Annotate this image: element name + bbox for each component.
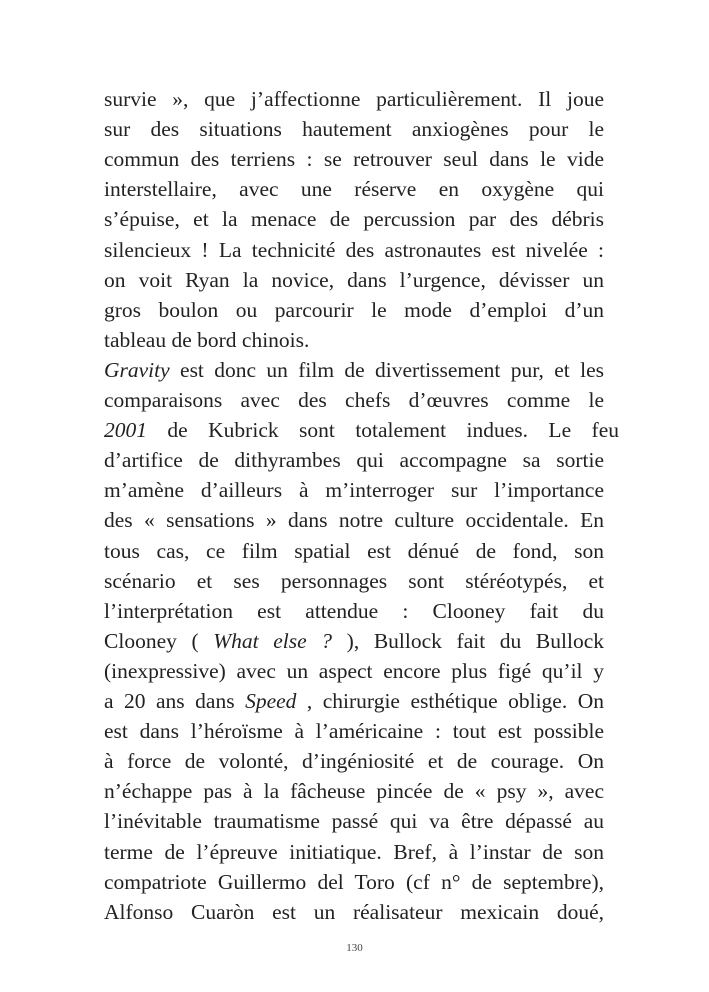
text-line: [104, 355, 604, 385]
text-segment: Alfonso Cuaròn est un réalisateur mexicain doué,: [104, 899, 604, 924]
text-segment: tous cas, ce film spatial est dénué de fond, son: [104, 538, 604, 563]
text-line: [104, 295, 604, 325]
text-segment: m’amène d’ailleurs à m’interroger sur l’importance: [104, 478, 604, 503]
text-segment: l’inévitable traumatisme passé qui va être dépassé au: [104, 809, 604, 834]
text-line: [104, 806, 604, 836]
text-segment: s’épuise, et la menace de percussion par des débris: [104, 207, 604, 232]
text-line: [104, 626, 604, 656]
text-segment: comparaisons avec des chefs d’œuvres comme le: [104, 388, 604, 412]
text-line: [104, 776, 604, 806]
text-line: [104, 897, 604, 927]
text-segment: tableau de bord chinois.: [104, 327, 310, 352]
text-segment: interstellaire, avec une réserve en oxygène qui: [104, 177, 604, 202]
text-line: [104, 204, 604, 234]
text-segment: d’artifice de dithyrambes qui accompagne sa sortie: [104, 448, 604, 473]
text-segment: de Kubrick sont totalement indues. Le feu: [147, 418, 619, 443]
text-segment: commun des terriens : se retrouver seul dans le vide: [104, 147, 604, 172]
text-line: [104, 867, 604, 897]
italic-title: Speed: [245, 689, 297, 713]
text-line: [104, 114, 604, 144]
text-line: [104, 475, 604, 505]
text-segment: on voit Ryan la novice, dans l’urgence, dévisser un: [104, 267, 604, 292]
text-line: [104, 505, 604, 535]
text-line: [104, 837, 604, 867]
text-segment: gros boulon ou parcourir le mode d’emploi d’un: [104, 297, 604, 322]
text-segment: scénario et ses personnages sont stéréotypés, et: [104, 568, 604, 593]
text-segment: (inexpressive) avec un aspect encore plus figé qu’il y: [104, 658, 604, 683]
text-line: [104, 265, 604, 295]
text-line: [104, 716, 604, 746]
text-segment: terme de l’épreuve initiatique. Bref, à l’instar de son: [104, 839, 604, 864]
text-segment: des « sensations » dans notre culture occidentale. En: [104, 508, 604, 533]
text-line: [104, 686, 604, 716]
text-segment: à force de volonté, d’ingéniosité et de courage. On: [104, 749, 604, 774]
text-line: [104, 325, 604, 355]
text-line: [104, 746, 604, 776]
text-line: [104, 84, 604, 114]
text-segment: l’interprétation est attendue : Clooney fait du: [104, 598, 604, 623]
text-segment: survie », que j’affectionne particulièrement. Il joue: [104, 87, 604, 111]
text-line: [104, 174, 604, 204]
italic-title: Gravity: [104, 357, 170, 382]
text-line: [104, 536, 604, 566]
text-line: [104, 385, 604, 415]
text-segment: Clooney (: [104, 628, 214, 653]
text-line: [104, 566, 604, 596]
text-line: [104, 144, 604, 174]
text-line: [104, 445, 604, 475]
text-line: [104, 596, 604, 626]
text-segment: sur des situations hautement anxiogènes pour le: [104, 117, 604, 142]
italic-title: What else ?: [213, 628, 333, 653]
text-segment: est donc un film de divertissement pur, et les: [169, 357, 604, 382]
text-segment: est dans l’héroïsme à l’américaine : tout est possible: [104, 719, 604, 744]
text-line: [104, 235, 604, 265]
text-segment: , chirurgie esthétique oblige. On: [296, 689, 604, 713]
text-segment: silencieux ! La technicité des astronautes est nivelée :: [104, 237, 604, 262]
italic-title: 2001: [104, 418, 147, 443]
text-segment: n’échappe pas à la fâcheuse pincée de « psy », avec: [104, 779, 604, 804]
page-number: 130: [346, 942, 363, 954]
text-segment: a 20 ans dans: [104, 689, 246, 713]
text-segment: compatriote Guillermo del Toro (cf n° de septembre),: [104, 869, 604, 894]
text-line: [104, 415, 619, 445]
text-segment: ), Bullock fait du Bullock: [332, 628, 604, 653]
text-line: [104, 656, 604, 686]
